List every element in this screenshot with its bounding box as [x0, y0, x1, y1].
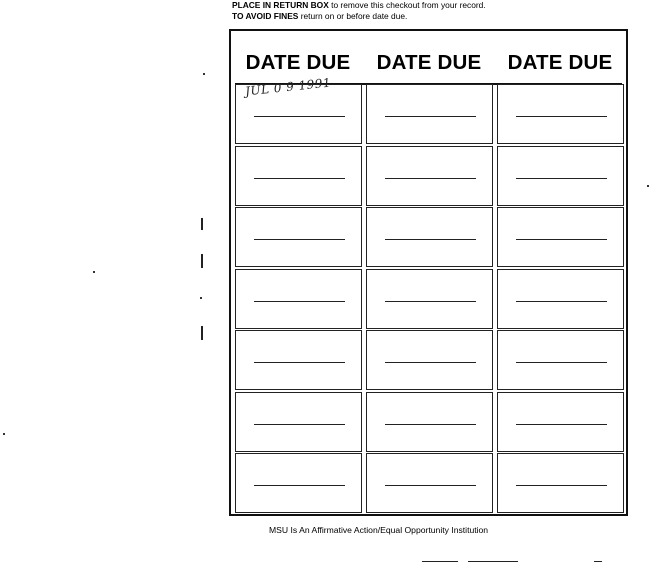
date-due-cell	[235, 392, 362, 452]
date-entry-line	[516, 301, 607, 302]
date-entry-line	[385, 239, 476, 240]
date-due-cell	[366, 146, 493, 206]
date-entry-line	[254, 178, 345, 179]
date-entry-line	[385, 178, 476, 179]
date-due-header-1: DATE DUE	[245, 51, 351, 74]
date-entry-line	[385, 362, 476, 363]
date-due-header-2: DATE DUE	[376, 51, 482, 74]
date-due-cell	[497, 392, 624, 452]
margin-mark	[201, 218, 203, 230]
date-entry-line	[254, 116, 345, 117]
date-due-cell	[235, 146, 362, 206]
date-due-cell	[497, 330, 624, 390]
date-entry-line	[385, 301, 476, 302]
instruction-line-1-text: to remove this checkout from your record.	[328, 0, 486, 10]
date-due-cell	[497, 146, 624, 206]
date-due-cell	[497, 453, 624, 513]
margin-dot	[93, 271, 95, 273]
date-due-cell	[497, 84, 624, 144]
margin-mark	[201, 326, 203, 340]
date-due-cell	[366, 392, 493, 452]
date-due-cell	[235, 330, 362, 390]
date-due-cell	[497, 269, 624, 329]
margin-dot	[3, 433, 5, 435]
instruction-line-2-text: return on or before date due.	[298, 11, 408, 21]
margin-dot	[647, 185, 649, 187]
date-due-cell	[366, 84, 493, 144]
date-due-cell	[366, 453, 493, 513]
footer-institution-statement: MSU Is An Affirmative Action/Equal Opportunity Institution	[269, 525, 489, 535]
date-stamp: JUL 0 9 1991	[244, 75, 332, 99]
date-entry-line	[254, 239, 345, 240]
margin-dot	[200, 297, 202, 299]
date-due-cell	[497, 207, 624, 267]
date-due-grid	[235, 84, 622, 510]
date-entry-line	[516, 116, 607, 117]
date-due-cell	[366, 330, 493, 390]
margin-mark	[201, 254, 203, 268]
date-entry-line	[254, 301, 345, 302]
date-entry-line	[516, 424, 607, 425]
instruction-line-2-bold: TO AVOID FINES	[232, 11, 299, 21]
date-due-cell	[235, 207, 362, 267]
return-instructions	[232, 0, 486, 22]
bottom-edge-mark	[422, 561, 458, 562]
margin-dot	[203, 73, 205, 75]
date-due-cell	[366, 269, 493, 329]
date-entry-line	[516, 362, 607, 363]
bottom-edge-mark	[594, 561, 602, 562]
date-due-cell	[235, 269, 362, 329]
date-entry-line	[385, 424, 476, 425]
date-due-card	[229, 29, 628, 516]
date-entry-line	[254, 424, 345, 425]
date-entry-line	[385, 485, 476, 486]
instruction-line-2	[232, 11, 486, 22]
instruction-line-1-bold: PLACE IN RETURN BOX	[232, 0, 329, 10]
date-due-header-3: DATE DUE	[507, 51, 613, 74]
date-due-cell	[235, 453, 362, 513]
date-entry-line	[385, 116, 476, 117]
date-entry-line	[516, 178, 607, 179]
date-entry-line	[516, 239, 607, 240]
instruction-line-1	[232, 0, 486, 11]
date-due-cell	[366, 207, 493, 267]
date-entry-line	[254, 485, 345, 486]
bottom-edge-mark	[468, 561, 518, 562]
date-entry-line	[254, 362, 345, 363]
date-entry-line	[516, 485, 607, 486]
